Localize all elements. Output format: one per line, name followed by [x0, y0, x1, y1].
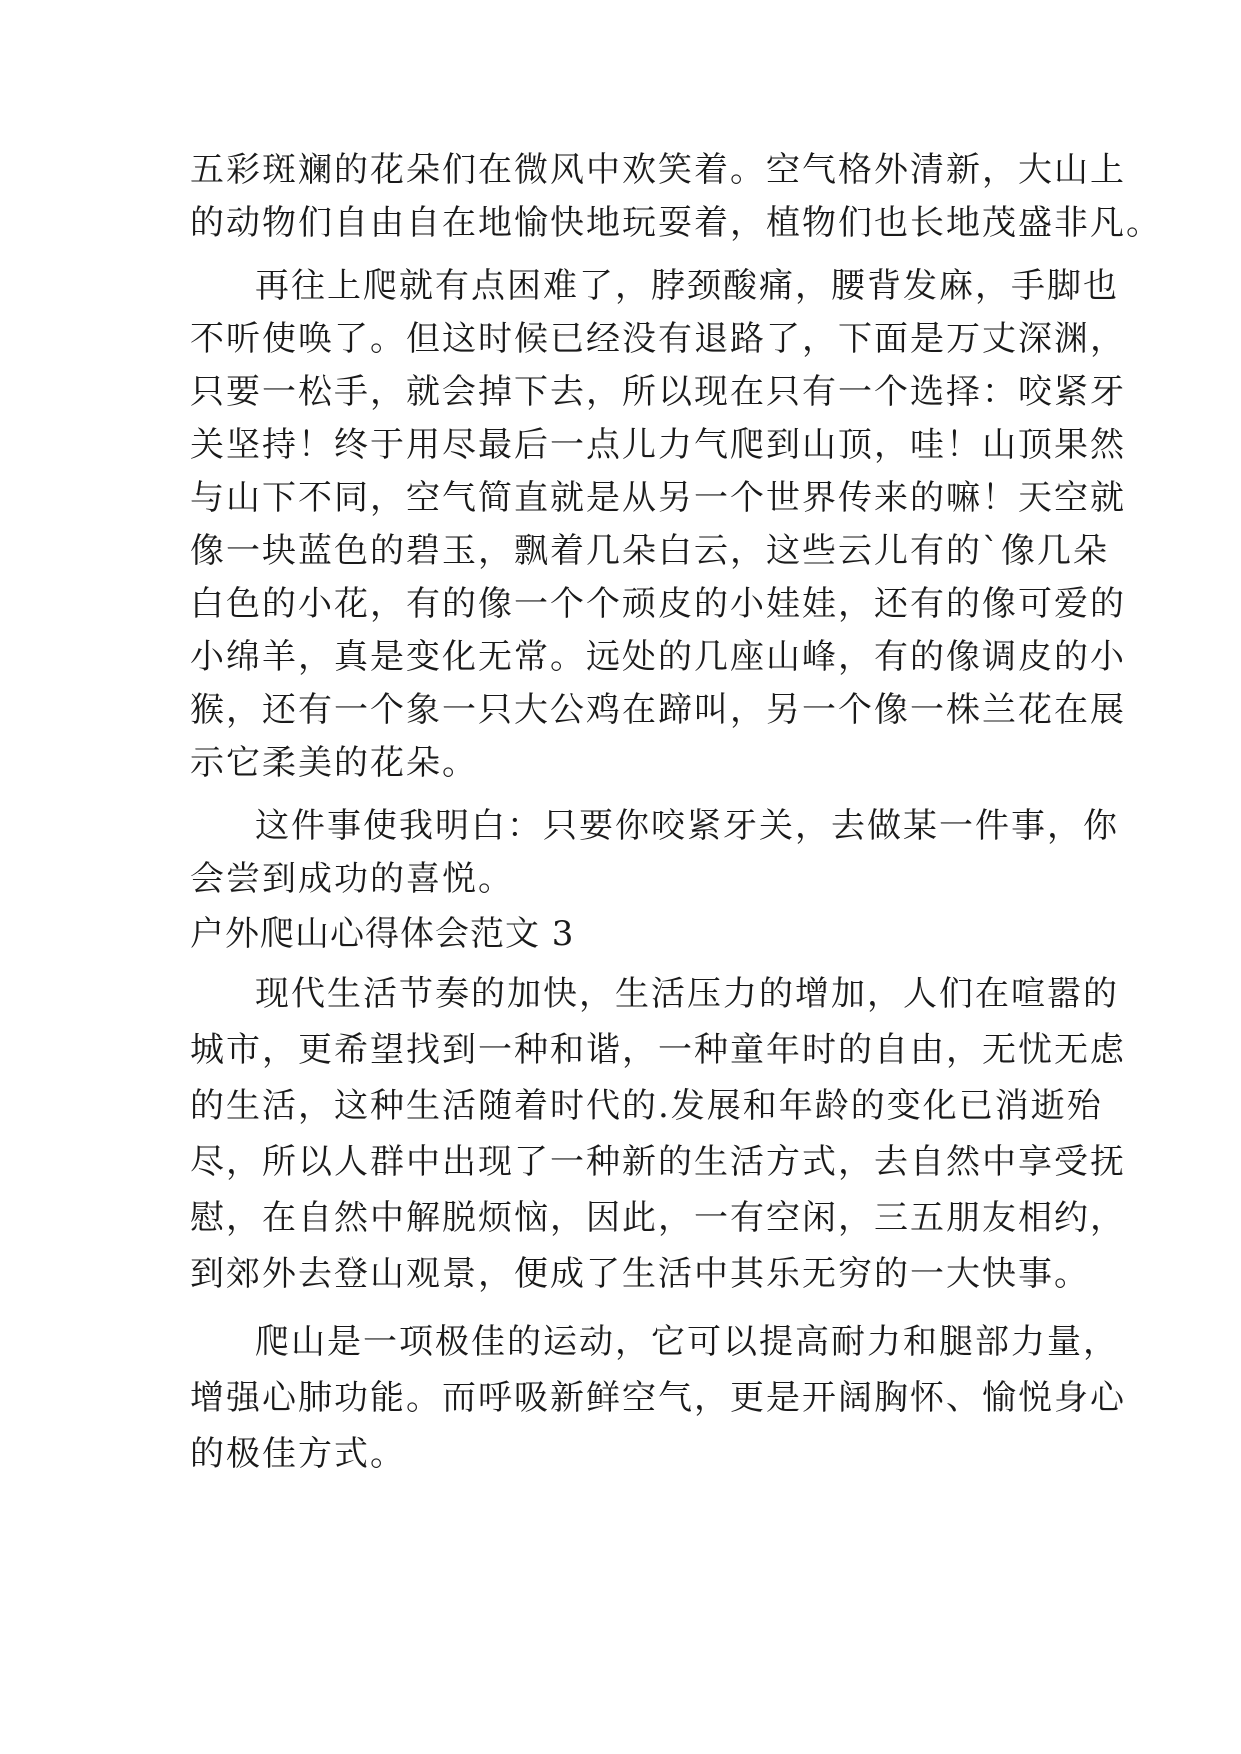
section-heading: 户外爬山心得体会范文 3 — [190, 914, 575, 954]
paragraph-start-line: 这件事使我明白：只要你咬紧牙关，去做某一件事，你 — [255, 806, 1119, 846]
text-line: 示它柔美的花朵。 — [190, 743, 478, 783]
text-line: 与山下不同，空气简直就是从另一个世界传来的嘛！天空就 — [190, 478, 1126, 518]
text-line: 像一块蓝色的碧玉，飘着几朵白云，这些云儿有的`像几朵 — [190, 531, 1109, 571]
text-line: 城市，更希望找到一种和谐，一种童年时的自由，无忧无虑 — [190, 1030, 1126, 1070]
text-line: 关坚持！终于用尽最后一点儿力气爬到山顶，哇！山顶果然 — [190, 425, 1126, 465]
text-line: 的极佳方式。 — [190, 1434, 406, 1474]
text-line: 五彩斑斓的花朵们在微风中欢笑着。空气格外清新，大山上 — [190, 150, 1126, 190]
paragraph-start-line: 爬山是一项极佳的运动，它可以提高耐力和腿部力量， — [255, 1322, 1119, 1362]
text-line: 小绵羊，真是变化无常。远处的几座山峰，有的像调皮的小 — [190, 637, 1126, 677]
text-line: 到郊外去登山观景，便成了生活中其乐无穷的一大快事。 — [190, 1254, 1090, 1294]
text-line: 只要一松手，就会掉下去，所以现在只有一个选择：咬紧牙 — [190, 372, 1126, 412]
text-line: 增强心肺功能。而呼吸新鲜空气，更是开阔胸怀、愉悦身心 — [190, 1378, 1126, 1418]
text-line: 不听使唤了。但这时候已经没有退路了，下面是万丈深渊， — [190, 319, 1126, 359]
text-line: 尽，所以人群中出现了一种新的生活方式，去自然中享受抚 — [190, 1142, 1126, 1182]
text-line: 的生活，这种生活随着时代的.发展和年龄的变化已消逝殆 — [190, 1086, 1103, 1126]
paragraph-start-line: 再往上爬就有点困难了，脖颈酸痛，腰背发麻，手脚也 — [255, 266, 1119, 306]
text-line: 的动物们自由自在地愉快地玩耍着，植物们也长地茂盛非凡。 — [190, 203, 1162, 243]
text-line: 会尝到成功的喜悦。 — [190, 859, 514, 899]
text-line: 慰，在自然中解脱烦恼，因此，一有空闲，三五朋友相约， — [190, 1198, 1126, 1238]
text-line: 白色的小花，有的像一个个顽皮的小娃娃，还有的像可爱的 — [190, 584, 1126, 624]
paragraph-start-line: 现代生活节奏的加快，生活压力的增加，人们在喧嚣的 — [255, 974, 1119, 1014]
text-line: 猴，还有一个象一只大公鸡在蹄叫，另一个像一株兰花在展 — [190, 690, 1126, 730]
